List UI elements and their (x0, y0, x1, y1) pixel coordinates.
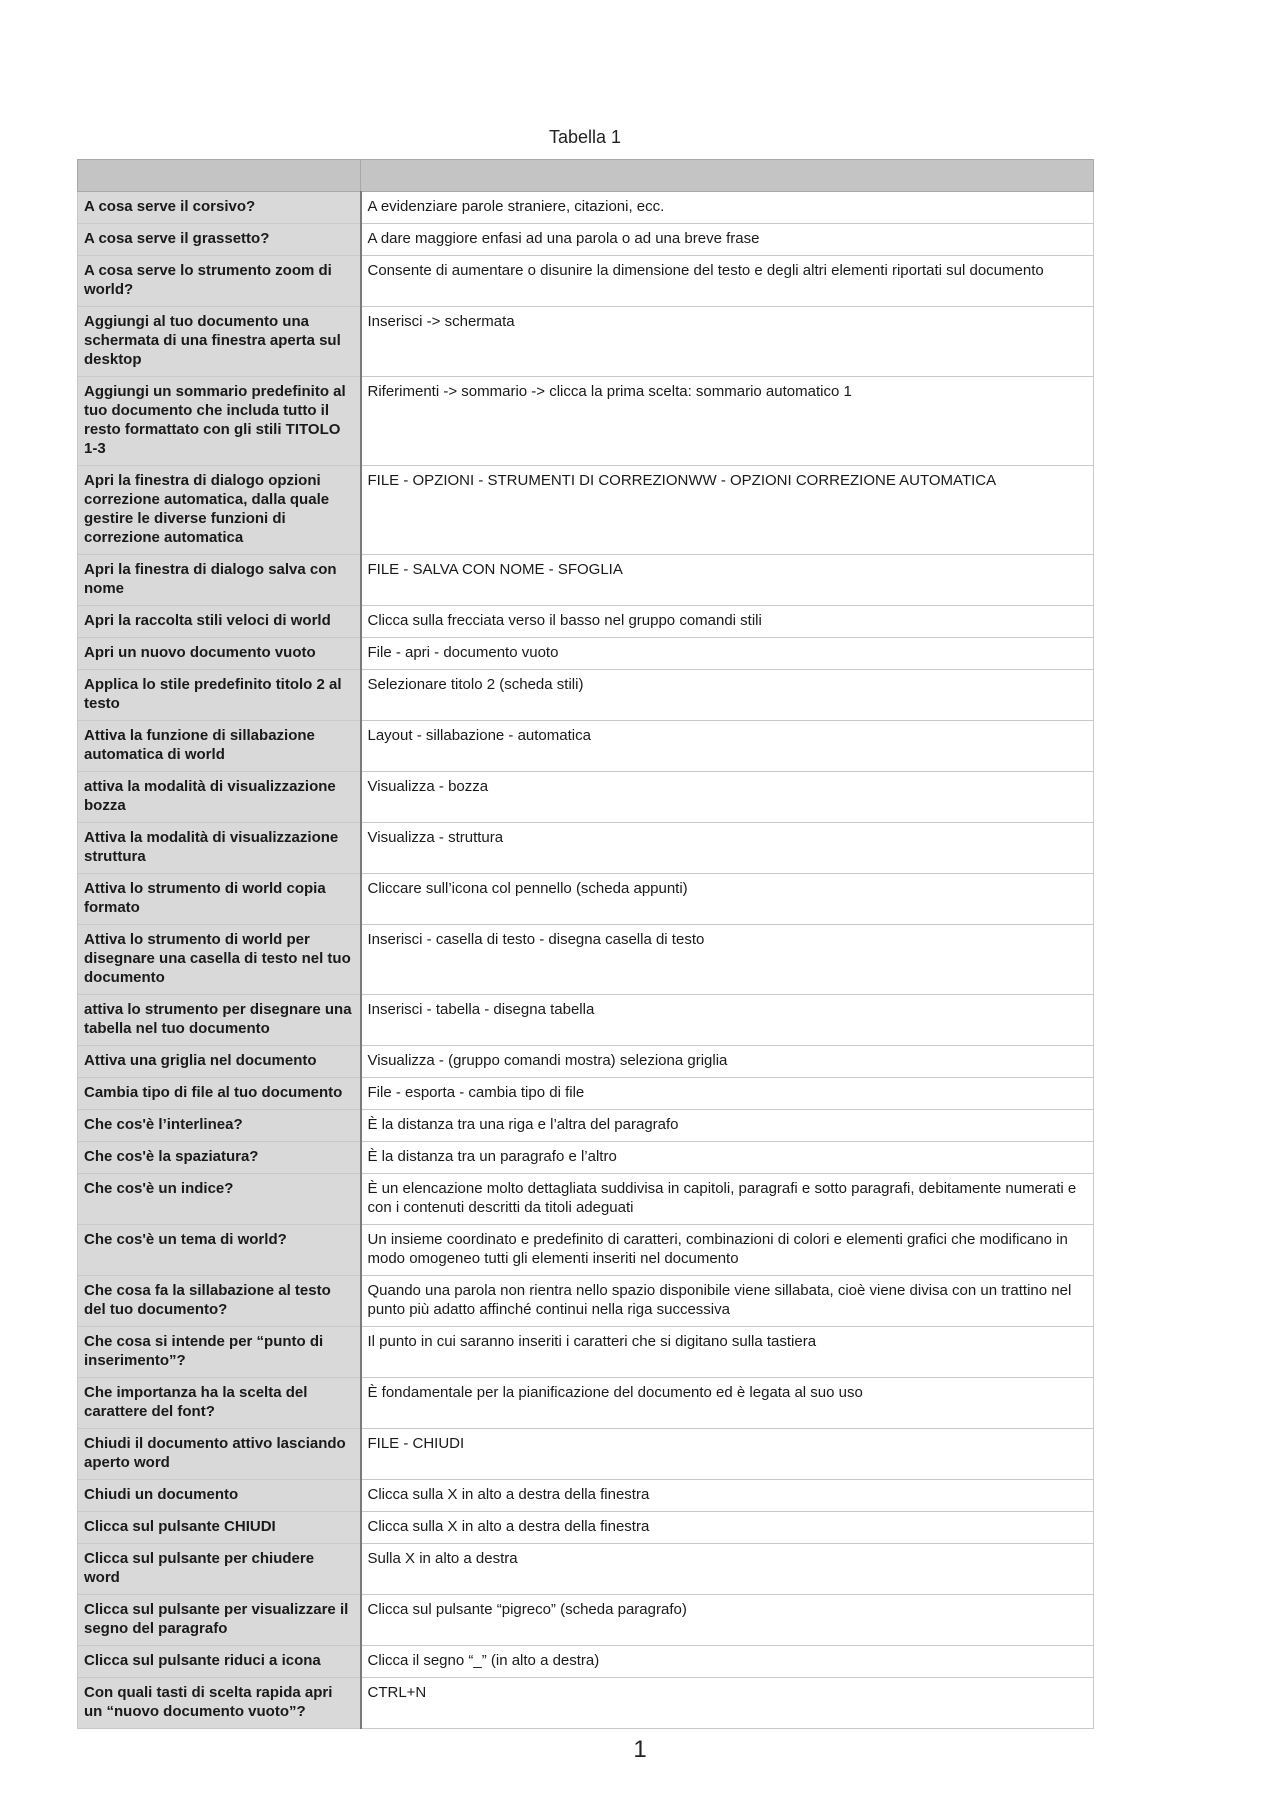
answer-cell: Clicca sulla X in alto a destra della finestra (361, 1480, 1094, 1512)
table-row (78, 1225, 1094, 1276)
question-cell: Clicca sul pulsante per visualizzare il segno del paragrafo (78, 1595, 361, 1646)
page-number: 1 (633, 1736, 647, 1763)
question-cell: Apri la finestra di dialogo opzioni correzione automatica, dalla quale gestire le diverse funzioni di correzione automatica (78, 466, 361, 555)
table-row (78, 1174, 1094, 1225)
table-row (78, 1512, 1094, 1544)
question-cell: Aggiungi un sommario predefinito al tuo documento che includa tutto il resto formattato con gli stili TITOLO 1-3 (78, 377, 361, 466)
table-row (78, 670, 1094, 721)
question-cell: Attiva una griglia nel documento (78, 1046, 361, 1078)
question-cell: Chiudi il documento attivo lasciando aperto word (78, 1429, 361, 1480)
table-row (78, 925, 1094, 995)
answer-cell: Cliccare sull’icona col pennello (scheda appunti) (361, 874, 1094, 925)
answer-cell: Clicca sulla frecciata verso il basso nel gruppo comandi stili (361, 606, 1094, 638)
answer-cell: È la distanza tra una riga e l’altra del paragrafo (361, 1110, 1094, 1142)
answer-cell: Inserisci - casella di testo - disegna casella di testo (361, 925, 1094, 995)
answer-cell: Sulla X in alto a destra (361, 1544, 1094, 1595)
table-row (78, 995, 1094, 1046)
table-row (78, 1046, 1094, 1078)
question-cell: Chiudi un documento (78, 1480, 361, 1512)
answer-cell: A evidenziare parole straniere, citazioni, ecc. (361, 192, 1094, 224)
table-row (78, 224, 1094, 256)
question-cell: Che cos'è la spaziatura? (78, 1142, 361, 1174)
question-cell: Apri un nuovo documento vuoto (78, 638, 361, 670)
header-cell-answer (361, 160, 1094, 192)
answer-cell: Clicca sul pulsante “pigreco” (scheda paragrafo) (361, 1595, 1094, 1646)
answer-cell: Clicca sulla X in alto a destra della finestra (361, 1512, 1094, 1544)
question-cell: Che cos'è un indice? (78, 1174, 361, 1225)
question-cell: Attiva la modalità di visualizzazione struttura (78, 823, 361, 874)
answer-cell: È un elencazione molto dettagliata suddivisa in capitoli, paragrafi e sotto paragrafi, debitamente numerati e con i contenuti descritti da titoli adeguati (361, 1174, 1094, 1225)
question-cell: Attiva lo strumento di world per disegnare una casella di testo nel tuo documento (78, 925, 361, 995)
table-row (78, 1480, 1094, 1512)
question-cell: Che importanza ha la scelta del carattere del font? (78, 1378, 361, 1429)
answer-cell: Consente di aumentare o disunire la dimensione del testo e degli altri elementi riportati sul documento (361, 256, 1094, 307)
table-header-row (78, 160, 1094, 192)
answer-cell: È la distanza tra un paragrafo e l’altro (361, 1142, 1094, 1174)
table-row (78, 1378, 1094, 1429)
table-row (78, 256, 1094, 307)
answer-cell: A dare maggiore enfasi ad una parola o ad una breve frase (361, 224, 1094, 256)
question-cell: A cosa serve il grassetto? (78, 224, 361, 256)
question-cell: Clicca sul pulsante per chiudere word (78, 1544, 361, 1595)
table-row (78, 1327, 1094, 1378)
table-row (78, 1078, 1094, 1110)
answer-cell: Visualizza - struttura (361, 823, 1094, 874)
table-title: Tabella 1 (548, 127, 622, 147)
table-row (78, 1429, 1094, 1480)
answer-cell: FILE - CHIUDI (361, 1429, 1094, 1480)
table-row (78, 1646, 1094, 1678)
question-cell: Che cosa fa la sillabazione al testo del tuo documento? (78, 1276, 361, 1327)
answer-cell: Layout - sillabazione - automatica (361, 721, 1094, 772)
table-row (78, 638, 1094, 670)
answer-cell: Selezionare titolo 2 (scheda stili) (361, 670, 1094, 721)
answer-cell: Un insieme coordinato e predefinito di caratteri, combinazioni di colori e elementi grafici che modificano in modo omogeneo tutti gli elementi inseriti nel documento (361, 1225, 1094, 1276)
question-cell: Che cos'è l’interlinea? (78, 1110, 361, 1142)
answer-cell: Inserisci - tabella - disegna tabella (361, 995, 1094, 1046)
question-cell: Che cosa si intende per “punto di inserimento”? (78, 1327, 361, 1378)
table-row (78, 1544, 1094, 1595)
answer-cell: FILE - OPZIONI - STRUMENTI DI CORREZIONWW - OPZIONI CORREZIONE AUTOMATICA (361, 466, 1094, 555)
table-row (78, 1142, 1094, 1174)
table-row (78, 721, 1094, 772)
table-row (78, 377, 1094, 466)
question-cell: Apri la finestra di dialogo salva con nome (78, 555, 361, 606)
question-cell: Apri la raccolta stili veloci di world (78, 606, 361, 638)
table-row (78, 1595, 1094, 1646)
table-row (78, 772, 1094, 823)
question-cell: A cosa serve il corsivo? (78, 192, 361, 224)
question-cell: Attiva la funzione di sillabazione automatica di world (78, 721, 361, 772)
table-row (78, 307, 1094, 377)
answer-cell: Riferimenti -> sommario -> clicca la prima scelta: sommario automatico 1 (361, 377, 1094, 466)
answer-cell: Visualizza - bozza (361, 772, 1094, 823)
table-row (78, 466, 1094, 555)
table-row (78, 555, 1094, 606)
table-row (78, 606, 1094, 638)
question-cell: Attiva lo strumento di world copia formato (78, 874, 361, 925)
question-cell: Applica lo stile predefinito titolo 2 al testo (78, 670, 361, 721)
table-row (78, 823, 1094, 874)
table-row (78, 1110, 1094, 1142)
answer-cell: FILE - SALVA CON NOME - SFOGLIA (361, 555, 1094, 606)
question-cell: Aggiungi al tuo documento una schermata di una finestra aperta sul desktop (78, 307, 361, 377)
question-cell: A cosa serve lo strumento zoom di world? (78, 256, 361, 307)
table-row (78, 1678, 1094, 1729)
question-cell: Che cos'è un tema di world? (78, 1225, 361, 1276)
question-cell: Clicca sul pulsante riduci a icona (78, 1646, 361, 1678)
table-row (78, 1276, 1094, 1327)
qa-table (77, 159, 1094, 1729)
table-row (78, 874, 1094, 925)
question-cell: Cambia tipo di file al tuo documento (78, 1078, 361, 1110)
answer-cell: File - apri - documento vuoto (361, 638, 1094, 670)
answer-cell: Il punto in cui saranno inseriti i caratteri che si digitano sulla tastiera (361, 1327, 1094, 1378)
answer-cell: File - esporta - cambia tipo di file (361, 1078, 1094, 1110)
question-cell: attiva lo strumento per disegnare una tabella nel tuo documento (78, 995, 361, 1046)
answer-cell: CTRL+N (361, 1678, 1094, 1729)
question-cell: attiva la modalità di visualizzazione bozza (78, 772, 361, 823)
question-cell: Clicca sul pulsante CHIUDI (78, 1512, 361, 1544)
answer-cell: Quando una parola non rientra nello spazio disponibile viene sillabata, cioè viene divisa con un trattino nel punto più adatto affinché continui nella riga successiva (361, 1276, 1094, 1327)
answer-cell: È fondamentale per la pianificazione del documento ed è legata al suo uso (361, 1378, 1094, 1429)
header-cell-question (78, 160, 361, 192)
table-row (78, 192, 1094, 224)
answer-cell: Clicca il segno “_” (in alto a destra) (361, 1646, 1094, 1678)
answer-cell: Inserisci -> schermata (361, 307, 1094, 377)
answer-cell: Visualizza - (gruppo comandi mostra) seleziona griglia (361, 1046, 1094, 1078)
question-cell: Con quali tasti di scelta rapida apri un “nuovo documento vuoto”? (78, 1678, 361, 1729)
